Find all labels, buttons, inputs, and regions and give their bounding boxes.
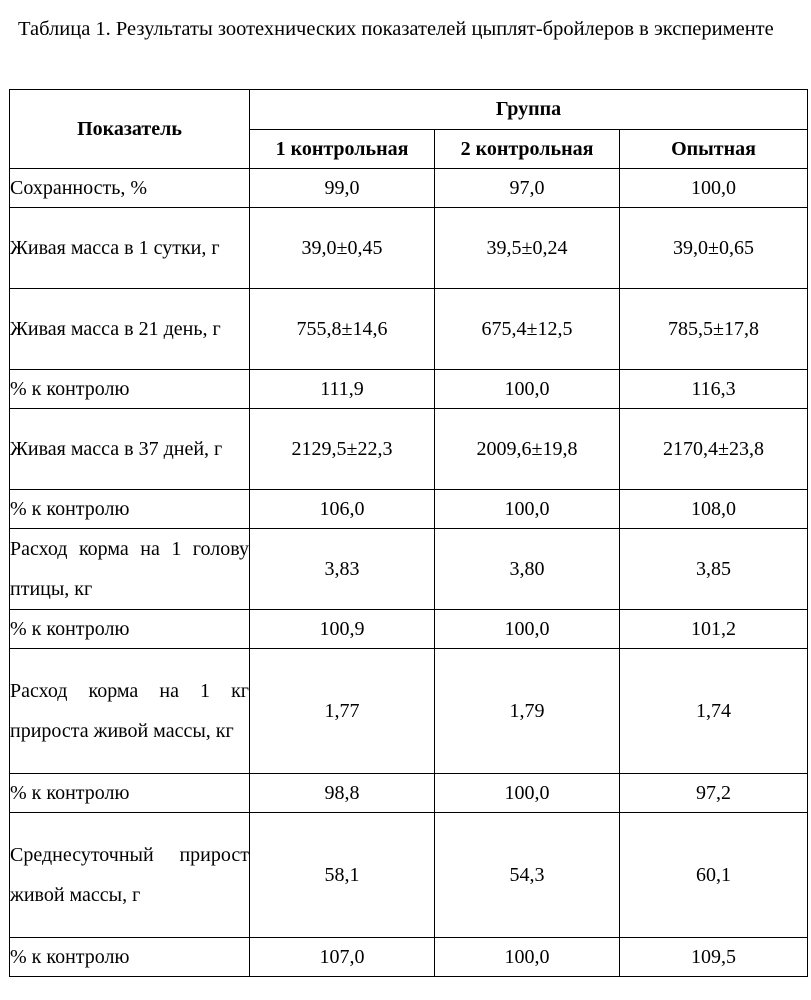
cell-experimental: 3,85 — [620, 529, 808, 610]
cell-experimental: 97,2 — [620, 774, 808, 813]
cell-control-2: 100,0 — [435, 938, 620, 977]
cell-control-2: 3,80 — [435, 529, 620, 610]
row-label: Расход корма на 1 голову птицы, кг — [10, 529, 250, 610]
table-row — [10, 169, 808, 208]
cell-experimental: 109,5 — [620, 938, 808, 977]
table-row — [10, 610, 808, 649]
table-row — [10, 649, 808, 774]
cell-control-1: 755,8±14,6 — [250, 289, 435, 370]
cell-control-2: 54,3 — [435, 813, 620, 938]
cell-experimental: 2170,4±23,8 — [620, 409, 808, 490]
cell-control-2: 39,5±0,24 — [435, 208, 620, 289]
cell-control-1: 58,1 — [250, 813, 435, 938]
cell-experimental: 116,3 — [620, 370, 808, 409]
cell-control-1: 99,0 — [250, 169, 435, 208]
table-row — [10, 289, 808, 370]
cell-control-2: 675,4±12,5 — [435, 289, 620, 370]
table-row — [10, 529, 808, 610]
cell-control-2: 97,0 — [435, 169, 620, 208]
row-label: Сохранность, % — [10, 169, 250, 208]
row-label: % к контролю — [10, 610, 250, 649]
table-row — [10, 409, 808, 490]
cell-control-2: 100,0 — [435, 490, 620, 529]
row-label: % к контролю — [10, 774, 250, 813]
cell-experimental: 39,0±0,65 — [620, 208, 808, 289]
cell-experimental: 60,1 — [620, 813, 808, 938]
cell-control-1: 106,0 — [250, 490, 435, 529]
row-label: Живая масса в 1 сутки, г — [10, 208, 250, 289]
cell-experimental: 101,2 — [620, 610, 808, 649]
cell-control-2: 2009,6±19,8 — [435, 409, 620, 490]
cell-control-1: 2129,5±22,3 — [250, 409, 435, 490]
cell-control-2: 100,0 — [435, 774, 620, 813]
table-row — [10, 370, 808, 409]
cell-control-1: 3,83 — [250, 529, 435, 610]
row-label: % к контролю — [10, 490, 250, 529]
cell-experimental: 785,5±17,8 — [620, 289, 808, 370]
cell-control-1: 111,9 — [250, 370, 435, 409]
cell-control-1: 100,9 — [250, 610, 435, 649]
cell-control-1: 107,0 — [250, 938, 435, 977]
row-label: Живая масса в 21 день, г — [10, 289, 250, 370]
table-row — [10, 813, 808, 938]
cell-experimental: 108,0 — [620, 490, 808, 529]
group-header: Группа — [250, 90, 808, 130]
cell-control-1: 39,0±0,45 — [250, 208, 435, 289]
indicator-header: Показатель — [10, 90, 250, 169]
table-row — [10, 938, 808, 977]
table-caption: Таблица 1. Результаты зоотехнических показателей цыплят-бройлеров в эксперименте — [18, 18, 774, 40]
row-label: % к контролю — [10, 370, 250, 409]
row-label: % к контролю — [10, 938, 250, 977]
cell-experimental: 100,0 — [620, 169, 808, 208]
table-row — [10, 208, 808, 289]
cell-experimental: 1,74 — [620, 649, 808, 774]
results-table — [9, 89, 808, 977]
table-row — [10, 774, 808, 813]
row-label: Расход корма на 1 кг прироста живой массы, кг — [10, 649, 250, 774]
cell-control-1: 98,8 — [250, 774, 435, 813]
table-row — [10, 490, 808, 529]
column-header-control-2: 2 контрольная — [435, 130, 620, 169]
column-header-control-1: 1 контрольная — [250, 130, 435, 169]
cell-control-1: 1,77 — [250, 649, 435, 774]
row-label: Живая масса в 37 дней, г — [10, 409, 250, 490]
column-header-experimental: Опытная — [620, 130, 808, 169]
cell-control-2: 100,0 — [435, 610, 620, 649]
row-label: Среднесуточный прирост живой массы, г — [10, 813, 250, 938]
cell-control-2: 100,0 — [435, 370, 620, 409]
cell-control-2: 1,79 — [435, 649, 620, 774]
